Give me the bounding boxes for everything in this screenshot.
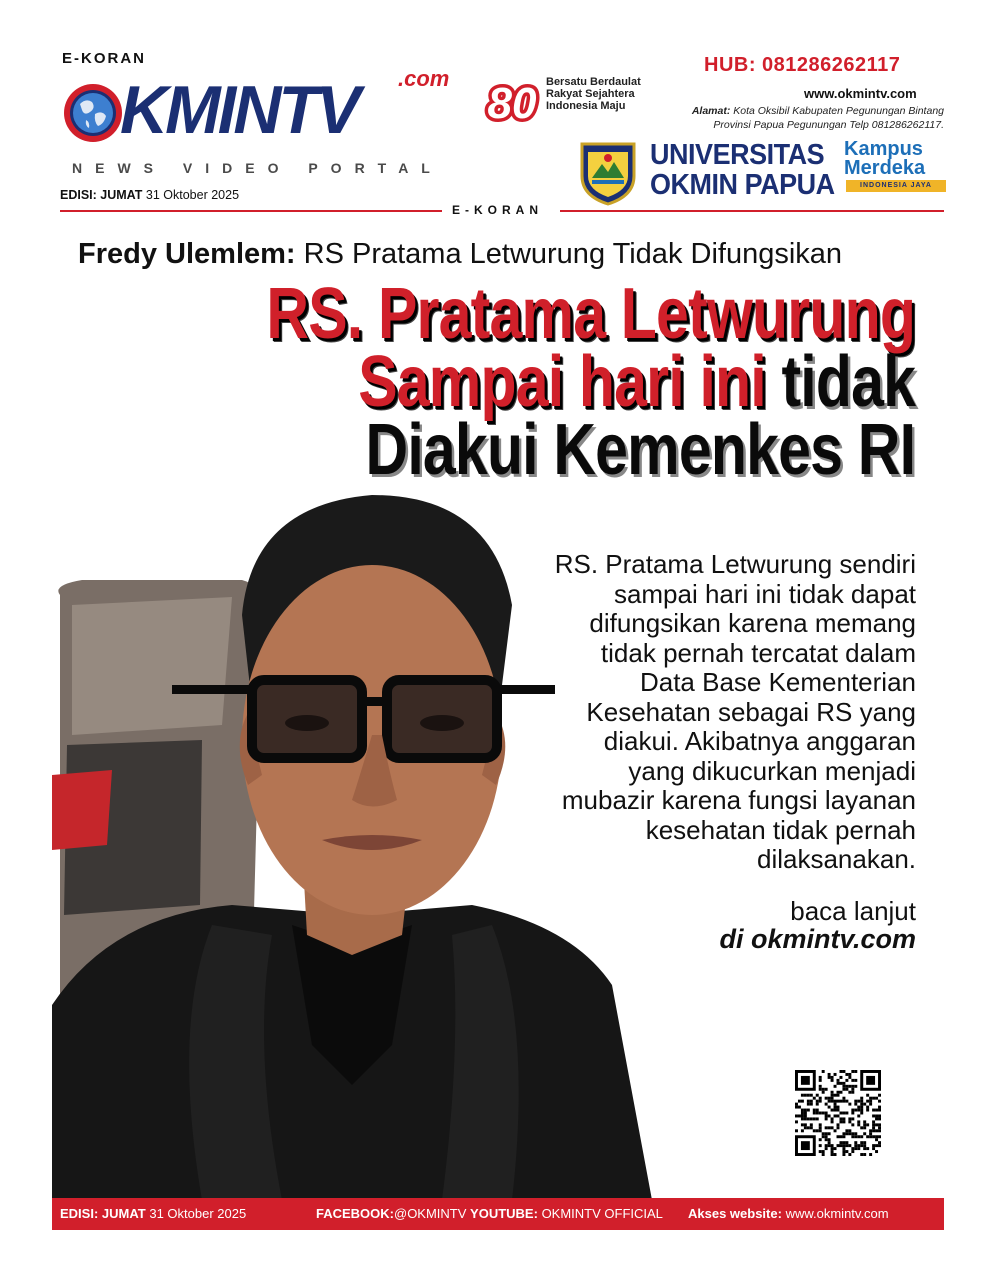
- body-line: tidak pernah tercatat dalam: [600, 637, 916, 668]
- edition-date: [60, 188, 239, 202]
- svg-text:80: 80: [487, 79, 537, 128]
- body-line: yang dikucurkan menjadi: [628, 755, 916, 786]
- body-line: dilaksanakan.: [757, 844, 916, 874]
- divider-label: E-KORAN: [452, 203, 543, 217]
- ekoran-label: E-KORAN: [62, 50, 146, 67]
- globe-logo-icon: [62, 82, 124, 144]
- body-line: diakui. Akibatnya anggaran: [603, 726, 916, 756]
- logo-domain: .com: [398, 66, 450, 91]
- kicker-name: Fredy Ulemlem:: [78, 238, 296, 270]
- body-line: Kesehatan sebagai RS yang: [586, 696, 916, 727]
- headline-line2-black: tidak: [781, 342, 915, 422]
- tagline: NEWS VIDEO PORTAL: [72, 160, 443, 176]
- headline-line2-red: Sampai hari ini: [358, 342, 766, 422]
- article-body: [470, 550, 916, 875]
- divider-right: [560, 210, 944, 212]
- body-line: RS. Pratama Letwurung sendiri: [554, 549, 916, 579]
- kampus-line2: Merdeka: [844, 157, 926, 179]
- edition-date-value: 31 Oktober 2025: [145, 188, 240, 202]
- headline: [266, 274, 915, 490]
- facebook-handle[interactable]: @OKMINTV: [394, 1206, 467, 1221]
- anniversary-slogan: Bersatu Berdaulat Rakyat Sejahtera Indonesia Maju: [546, 76, 641, 112]
- footer-edition-label: EDISI: JUMAT: [60, 1206, 146, 1221]
- youtube-channel[interactable]: OKMINTV OFFICIAL: [541, 1206, 663, 1221]
- body-line: kesehatan tidak pernah: [645, 814, 916, 845]
- body-line: difungsikan karena memang: [589, 608, 916, 638]
- address-text: Kota Oksibil Kabupaten Pegunungan Bintang Provinsi Papua Pegunungan Telp 081286262117.: [713, 105, 944, 131]
- kicker-text: RS Pratama Letwurung Tidak Difungsikan: [303, 238, 843, 270]
- kicker: [78, 238, 842, 271]
- university-line2: OKMIN PAPUA: [650, 169, 835, 201]
- kampus-merdeka-logo: [844, 140, 925, 178]
- edition-label: EDISI: JUMAT: [60, 188, 143, 202]
- kampus-line1: Kampus: [844, 138, 923, 160]
- kampus-tagline: INDONESIA JAYA: [846, 180, 946, 192]
- headline-line1: RS. Pratama Letwurung: [266, 274, 915, 354]
- body-line: Data Base Kementerian: [639, 667, 916, 697]
- university-line1: UNIVERSITAS: [650, 139, 825, 171]
- hub-contact: HUB: 081286262117: [704, 54, 901, 76]
- ri-80-anniversary-icon: [484, 74, 540, 130]
- body-line: mubazir karena fungsi layanan: [561, 785, 916, 815]
- youtube-label: YOUTUBE:: [470, 1206, 538, 1221]
- akses-link[interactable]: www.okmintv.com: [785, 1206, 889, 1221]
- university-crest-icon: [578, 140, 638, 206]
- address-label: Alamat:: [691, 105, 731, 117]
- facebook-label: FACEBOOK:: [316, 1206, 394, 1221]
- website-link[interactable]: www.okmintv.com: [804, 86, 917, 101]
- headline-line2: [266, 342, 915, 422]
- akses-label: Akses website:: [688, 1206, 782, 1221]
- okmintv-logo: KMINTV: [120, 72, 358, 148]
- read-more-label: baca lanjut: [790, 896, 916, 926]
- qr-code-icon[interactable]: [795, 1070, 881, 1156]
- headline-line3: Diakui Kemenkes RI: [365, 410, 915, 490]
- footer-edition: [60, 1206, 246, 1221]
- footer-website: [688, 1206, 889, 1221]
- read-more-link[interactable]: di okmintv.com: [719, 924, 916, 954]
- divider-left: [60, 210, 442, 212]
- body-line: sampai hari ini tidak dapat: [613, 578, 916, 609]
- address: [658, 104, 944, 132]
- footer-social: [316, 1206, 663, 1221]
- footer-edition-date: 31 Oktober 2025: [149, 1206, 247, 1221]
- university-name: [650, 140, 835, 200]
